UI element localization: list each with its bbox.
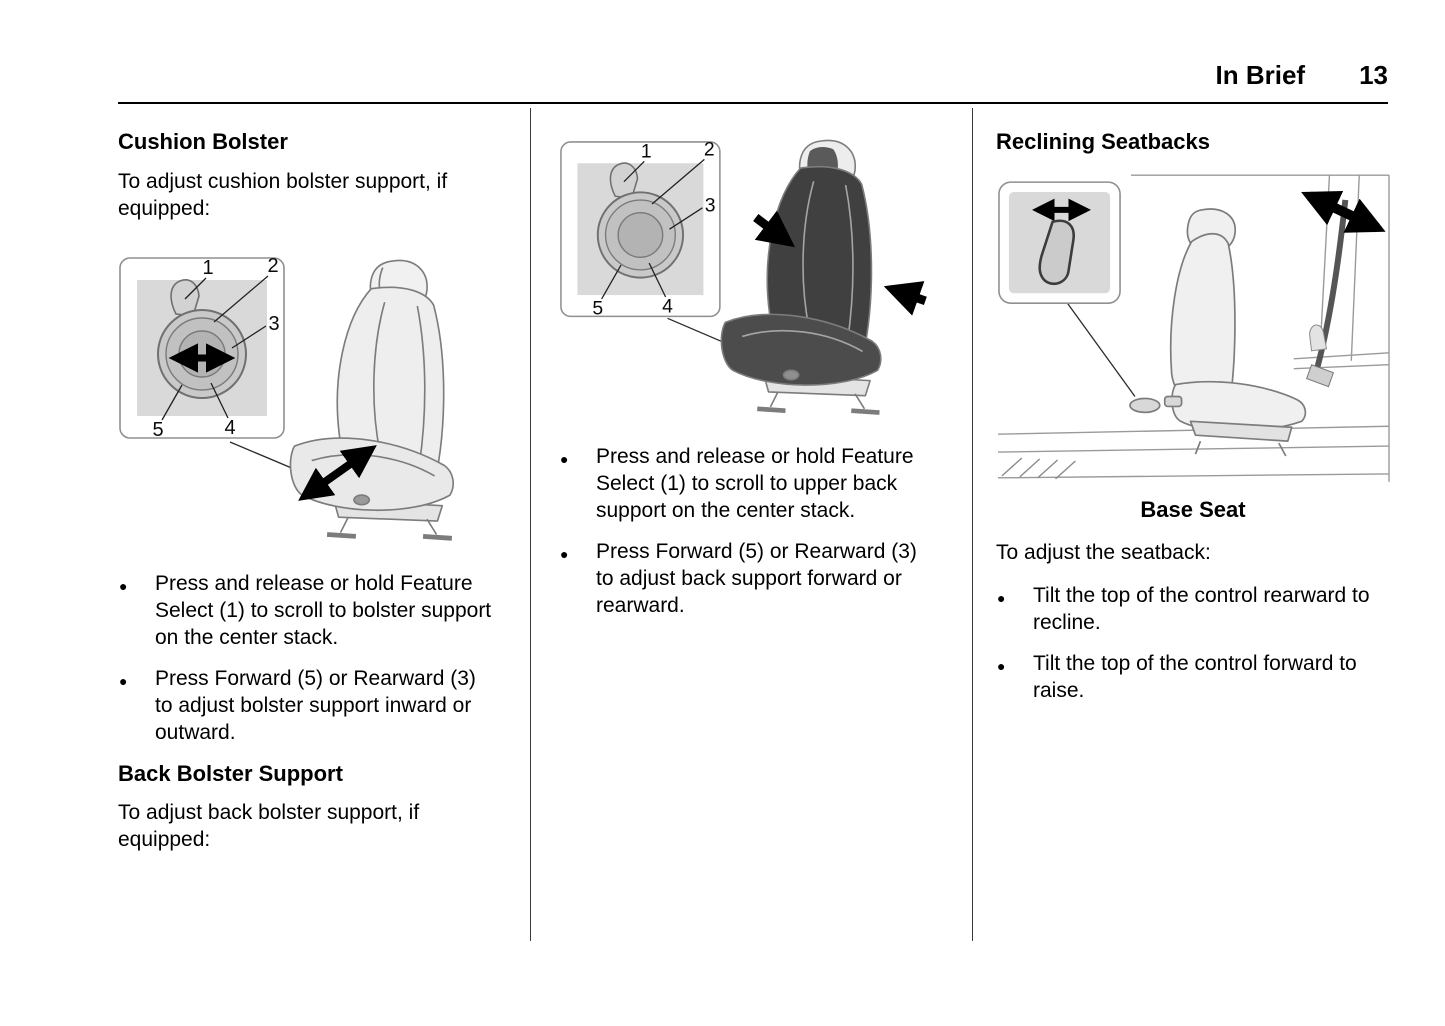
heading-reclining-seatbacks: Reclining Seatbacks <box>996 129 1210 154</box>
callout-2: 2 <box>703 138 715 161</box>
bullet-item: ● Press and release or hold Feature Select (1) to scroll to bolster support on the center stack. <box>118 570 493 651</box>
control-knob-inset <box>561 139 720 320</box>
bullet-item: ● Tilt the top of the control forward to raise. <box>996 650 1390 704</box>
recline-control-inset <box>999 182 1120 303</box>
callout-1: 1 <box>640 140 652 163</box>
callout-1: 1 <box>202 256 214 279</box>
bullet-item: ● Press Forward (5) or Rearward (3) to adjust bolster support inward or outward. <box>118 665 493 746</box>
header-rule <box>118 102 1388 104</box>
page-number: 13 <box>1359 60 1388 90</box>
callout-5: 5 <box>592 297 604 320</box>
column-reclining-seatbacks <box>973 108 1390 718</box>
callout-3: 3 <box>268 312 280 335</box>
callout-3: 3 <box>704 194 716 217</box>
cushion-bolster-illustration <box>118 252 493 554</box>
seatback-arrow-icon <box>892 289 925 301</box>
control-knob-inset <box>120 255 284 441</box>
intro-back-bolster: To adjust back bolster support, if equipped: <box>118 801 420 851</box>
intro-reclining-seatbacks: To adjust the seatback: <box>996 540 1211 564</box>
callout-5: 5 <box>152 418 164 441</box>
back-bolster-steps <box>559 443 937 619</box>
figure-back-bolster <box>559 136 937 427</box>
figure-cushion-bolster <box>118 252 493 554</box>
bullet-item: ● Press and release or hold Feature Select (1) to scroll to upper back support on the center stack. <box>559 443 937 524</box>
callout-4: 4 <box>224 416 236 439</box>
leader-line <box>1067 303 1134 396</box>
seat-drawing <box>721 140 880 412</box>
reclining-steps <box>996 582 1390 704</box>
page-header <box>118 0 1388 88</box>
belt-buckle <box>1307 364 1334 386</box>
heading-cushion-bolster: Cushion Bolster <box>118 129 288 154</box>
bullet-item: ● Press Forward (5) or Rearward (3) to adjust back support forward or rearward. <box>559 538 937 619</box>
figure-reclining-seatbacks <box>996 170 1390 487</box>
section-title: In Brief <box>1215 60 1306 90</box>
cushion-bolster-steps <box>118 570 493 746</box>
column-back-bolster <box>531 108 972 633</box>
intro-cushion-bolster: To adjust cushion bolster support, if equipped: <box>118 169 448 220</box>
reclining-seatbacks-illustration <box>996 170 1390 487</box>
column-cushion-bolster <box>118 108 530 859</box>
seat-drawing <box>290 260 453 538</box>
heading-back-bolster: Back Bolster Support <box>118 760 343 786</box>
callout-2: 2 <box>267 254 279 277</box>
seat-drawing <box>1130 209 1305 456</box>
callout-4: 4 <box>662 295 673 318</box>
back-bolster-illustration <box>559 136 937 427</box>
bullet-item: ● Tilt the top of the control rearward to recline. <box>996 582 1390 636</box>
page-columns <box>118 108 1388 941</box>
figure-caption: Base Seat <box>1140 496 1246 522</box>
